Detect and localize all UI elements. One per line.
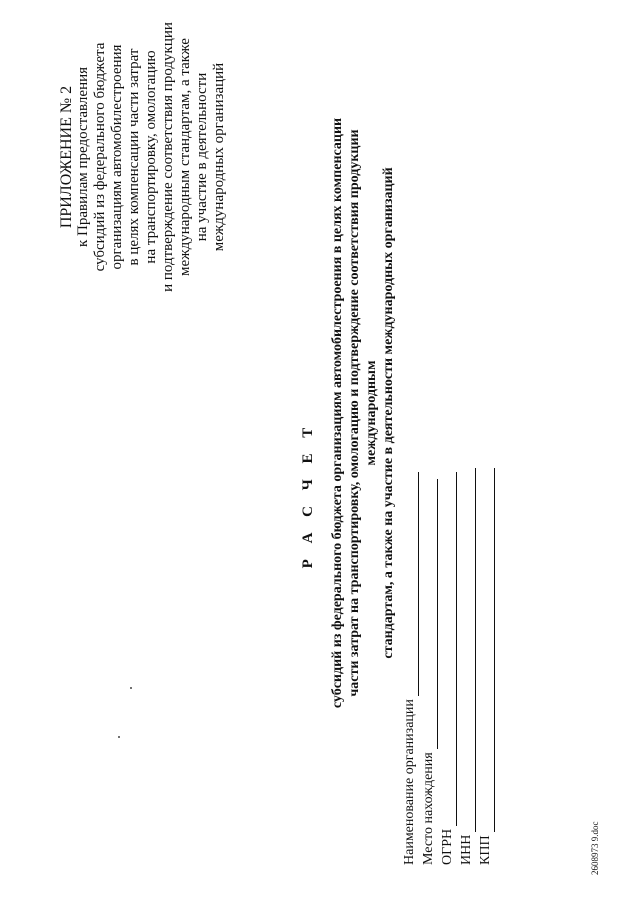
appendix-line: на участие в деятельности: [194, 72, 210, 242]
field-label: Наименование организации: [402, 699, 417, 865]
scan-speck: [130, 687, 132, 689]
document-id: 2608973 9.doc: [590, 821, 600, 875]
appendix-line: субсидий из федерального бюджета: [92, 42, 108, 272]
appendix-block: [58, 7, 228, 307]
subtitle-line: части затрат на транспортировку, омологацию и подтверждение соответствия продукции международным: [347, 129, 379, 697]
field-row-ogrn: [438, 365, 457, 865]
field-blank-line[interactable]: [404, 472, 419, 696]
field-label: Место нахождения: [421, 752, 436, 865]
scan-speck: [118, 736, 120, 738]
appendix-line: организациям автомобилестроения: [109, 44, 125, 270]
appendix-title: ПРИЛОЖЕНИЕ № 2: [58, 85, 75, 229]
field-row-inn: [457, 365, 476, 865]
organization-fields: [400, 365, 495, 865]
appendix-line: на транспортировку, омологацию: [143, 50, 159, 264]
field-blank-line[interactable]: [442, 472, 457, 826]
appendix-line: международным стандартам, а также: [177, 38, 193, 276]
field-label: ИНН: [459, 834, 474, 865]
field-blank-line[interactable]: [423, 479, 438, 749]
field-blank-line[interactable]: [461, 468, 476, 832]
field-label: ОГРН: [440, 828, 455, 865]
appendix-line: к Правилам предоставления: [75, 66, 91, 248]
field-row-name: [400, 365, 419, 865]
field-row-kpp: [476, 365, 495, 865]
appendix-line: в целях компенсации части затрат: [126, 48, 142, 266]
document-subtitle: [329, 83, 397, 743]
appendix-line: международных организаций: [211, 62, 227, 252]
subtitle-line: стандартам, а также на участие в деятельности международных организаций: [381, 167, 396, 659]
field-blank-line[interactable]: [480, 468, 495, 832]
subtitle-line: субсидий из федерального бюджета организациям автомобилестроения в целях компенсации: [330, 117, 345, 709]
field-row-location: [419, 365, 438, 865]
document-heading: Р А С Ч Е Т: [300, 421, 316, 569]
appendix-line: и подтверждение соответствия продукции: [160, 22, 176, 292]
field-label: КПП: [478, 835, 493, 865]
